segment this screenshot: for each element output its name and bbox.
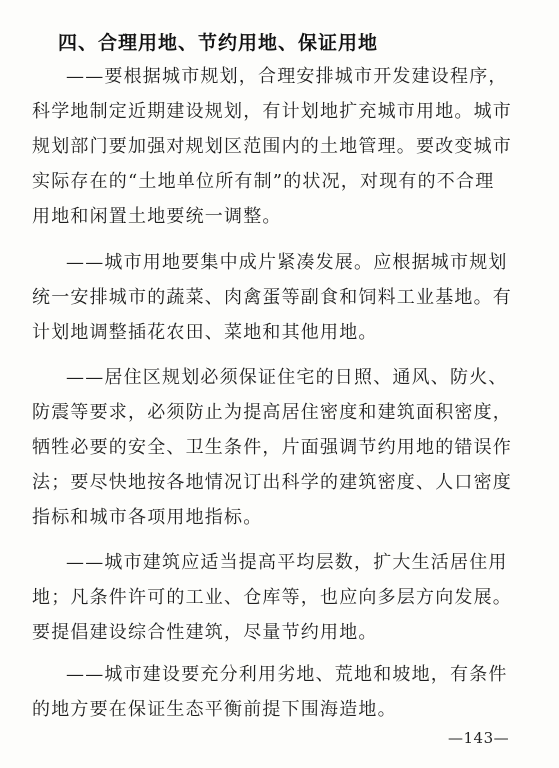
text-line: 的地方要在保证生态平衡前提下围海造地。 (32, 699, 397, 720)
text-line: 防震等要求，必须防止为提高居住密度和建筑面积密度， (32, 402, 512, 423)
text-line: 科学地制定近期建设规划，有计划地扩充城市用地。城市 (32, 101, 512, 122)
page-number: —143— (448, 729, 510, 747)
text-line: ——城市建设要充分利用劣地、荒地和坡地，有条件 (66, 664, 508, 685)
text-line: 地；凡条件许可的工业、仓库等，也应向多层方向发展。 (32, 587, 512, 608)
text-line: 牺牲必要的安全、卫生条件，片面强调节约用地的错误作 (32, 437, 512, 458)
text-line: 法；要尽快地按各地情况订出科学的建筑密度、人口密度 (32, 472, 512, 493)
section-heading: 四、合理用地、节约用地、保证用地 (58, 32, 379, 54)
text-line: 计划地调整插花农田、菜地和其他用地。 (32, 322, 378, 343)
text-line: ——居住区规划必须保证住宅的日照、通风、防火、 (66, 367, 508, 388)
text-line: 规划部门要加强对规划区范围内的土地管理。要改变城市 (32, 136, 512, 157)
text-line: 用地和闲置土地要统一调整。 (32, 206, 282, 227)
text-line: 指标和城市各项用地指标。 (32, 507, 263, 528)
text-line: ——城市用地要集中成片紧凑发展。应根据城市规划 (66, 252, 508, 273)
text-line: 统一安排城市的蔬菜、肉禽蛋等副食和饲料工业基地。有 (32, 287, 512, 308)
text-line: ——要根据城市规划，合理安排城市开发建设程序， (66, 66, 508, 87)
text-line: ——城市建筑应适当提高平均层数，扩大生活居住用 (66, 552, 508, 573)
text-line: 实际存在的“土地单位所有制”的状况，对现有的不合理 (32, 171, 495, 192)
text-line: 要提倡建设综合性建筑，尽量节约用地。 (32, 622, 378, 643)
